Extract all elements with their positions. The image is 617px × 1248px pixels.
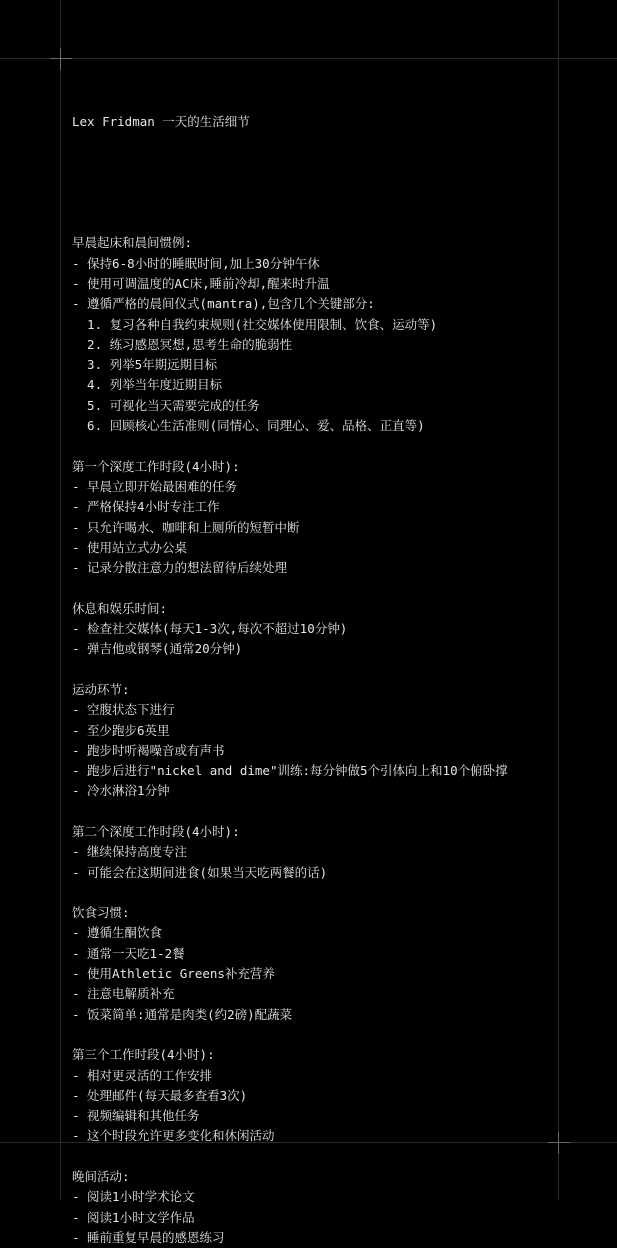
blank-line xyxy=(72,578,552,598)
list-item: - 使用可调温度的AC床,睡前冷却,醒来时升温 xyxy=(72,275,330,291)
section-heading: 运动环节: xyxy=(72,681,130,697)
list-item: - 跑步时听褐噪音或有声书 xyxy=(72,742,225,758)
section-heading: 休息和娱乐时间: xyxy=(72,600,168,616)
list-item: - 继续保持高度专注 xyxy=(72,844,188,860)
list-item: - 至少跑步6英里 xyxy=(72,722,170,738)
list-item: - 严格保持4小时专注工作 xyxy=(72,499,220,515)
list-item: 6. 回顾核心生活准则(同情心、同理心、爱、品格、正直等) xyxy=(72,418,425,434)
document-body xyxy=(72,71,552,1248)
blank-line xyxy=(72,172,552,192)
list-item: - 检查社交媒体(每天1-3次,每次不超过10分钟) xyxy=(72,621,348,637)
list-item: - 早晨立即开始最困难的任务 xyxy=(72,478,238,494)
list-item: - 相对更灵活的工作安排 xyxy=(72,1067,213,1083)
list-item: - 冷水淋浴1分钟 xyxy=(72,783,170,799)
blank-line xyxy=(72,660,552,680)
list-item: - 跑步后进行"nickel and dime"训练:每分钟做5个引体向上和10个俯卧撑 xyxy=(72,763,508,779)
list-item: - 注意电解质补充 xyxy=(72,986,175,1002)
list-item: - 阅读1小时学术论文 xyxy=(72,1189,195,1205)
list-item: 5. 可视化当天需要完成的任务 xyxy=(72,397,260,413)
blank-line xyxy=(72,802,552,822)
blank-line xyxy=(72,436,552,456)
list-item: 4. 列举当年度近期目标 xyxy=(72,377,223,393)
list-item: - 处理邮件(每天最多查看3次) xyxy=(72,1087,248,1103)
document-title: Lex Fridman 一天的生活细节 xyxy=(72,113,250,129)
frame-line-left xyxy=(60,0,61,1200)
list-item: - 遵循严格的晨间仪式(mantra),包含几个关键部分: xyxy=(72,296,375,312)
list-item: - 睡前重复早晨的感恩练习 xyxy=(72,1229,225,1245)
section-heading: 第一个深度工作时段(4小时): xyxy=(72,458,240,474)
list-item: - 通常一天吃1-2餐 xyxy=(72,945,185,961)
crosshair-top-left-icon xyxy=(50,48,72,70)
section-heading: 饮食习惯: xyxy=(72,905,130,921)
list-item: - 只允许喝水、咖啡和上厕所的短暂中断 xyxy=(72,519,300,535)
list-item: - 保持6-8小时的睡眠时间,加上30分钟午休 xyxy=(72,255,320,271)
section-heading: 早晨起床和晨间惯例: xyxy=(72,235,193,251)
list-item: 3. 列举5年期远期目标 xyxy=(72,357,218,373)
blank-line xyxy=(72,1147,552,1167)
blank-line xyxy=(72,883,552,903)
list-item: - 遵循生酮饮食 xyxy=(72,925,163,941)
frame-line-right xyxy=(558,0,559,1200)
list-item: - 弹吉他或钢琴(通常20分钟) xyxy=(72,641,243,657)
list-item: - 视频编辑和其他任务 xyxy=(72,1108,200,1124)
list-item: - 空腹状态下进行 xyxy=(72,702,175,718)
list-item: 2. 练习感恩冥想,思考生命的脆弱性 xyxy=(72,336,293,352)
list-item: - 使用Athletic Greens补充营养 xyxy=(72,966,275,982)
section-heading: 第三个工作时段(4小时): xyxy=(72,1047,215,1063)
list-item: - 可能会在这期间进食(如果当天吃两餐的话) xyxy=(72,864,328,880)
list-item: - 使用站立式办公桌 xyxy=(72,539,188,555)
list-item: 1. 复习各种自我约束规则(社交媒体使用限制、饮食、运动等) xyxy=(72,316,438,332)
section-heading: 晚间活动: xyxy=(72,1169,130,1185)
list-item: - 记录分散注意力的想法留待后续处理 xyxy=(72,560,288,576)
blank-line xyxy=(72,1025,552,1045)
list-item: - 阅读1小时文学作品 xyxy=(72,1209,195,1225)
list-item: - 这个时段允许更多变化和休闲活动 xyxy=(72,1128,275,1144)
section-heading: 第二个深度工作时段(4小时): xyxy=(72,823,240,839)
list-item: - 饭菜简单:通常是肉类(约2磅)配蔬菜 xyxy=(72,1006,293,1022)
frame-line-top xyxy=(0,58,617,59)
